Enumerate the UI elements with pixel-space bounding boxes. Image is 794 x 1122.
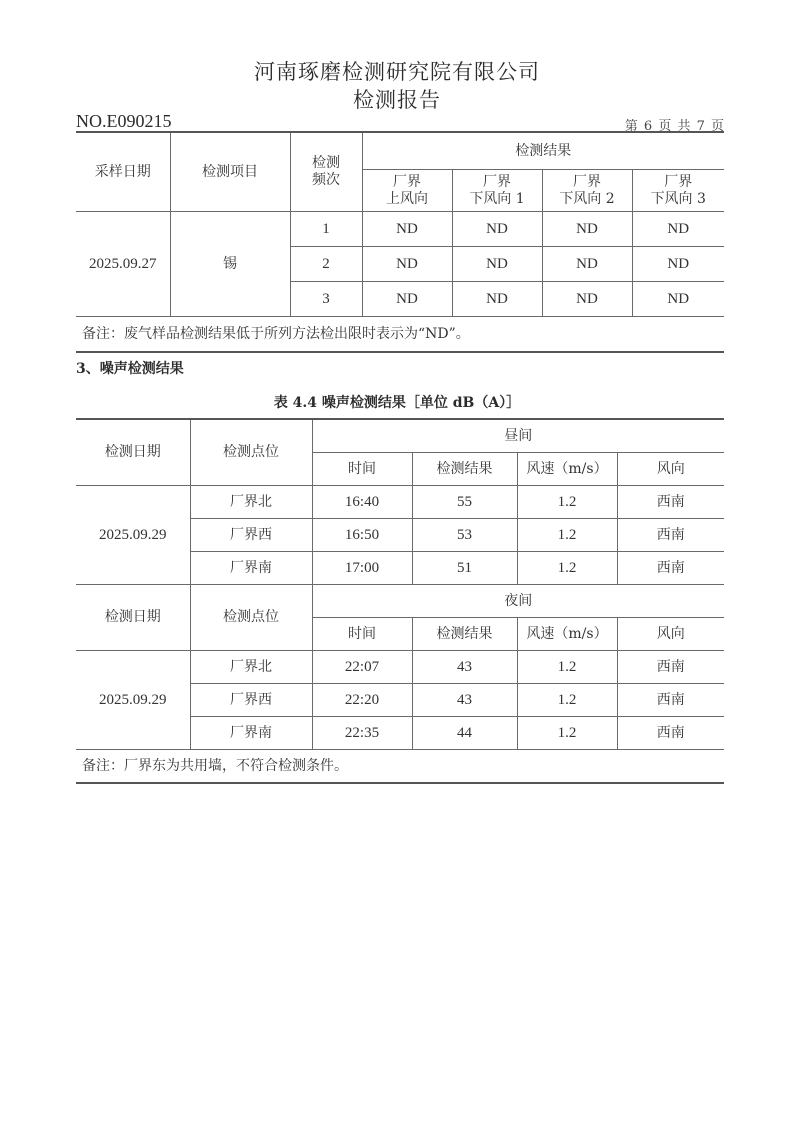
header-point-line1: 厂界 — [664, 173, 693, 190]
wind-speed-cell: 1.2 — [517, 552, 617, 585]
frequency: 1 — [290, 212, 362, 247]
header-point-line1: 厂界 — [573, 173, 601, 190]
test-point: 厂界南 — [190, 717, 312, 750]
result-cell: ND — [362, 247, 452, 282]
header-point-line2: 下风向 3 — [650, 190, 706, 207]
header-point-downwind-3 — [632, 170, 724, 212]
result-cell: ND — [542, 247, 632, 282]
noise-results-table — [76, 418, 724, 784]
wind-speed-cell: 1.2 — [517, 717, 617, 750]
table1-note: 备注：废气样品检测结果低于所列方法检出限时表示为“ND”。 — [76, 317, 724, 353]
table-caption-noise: 表 4.4 噪声检测结果［单位 dB（A）］ — [273, 395, 521, 411]
result-cell: ND — [542, 212, 632, 247]
report-title: 检测报告 — [353, 88, 441, 112]
test-date: 2025.09.29 — [76, 486, 190, 585]
time-cell: 22:07 — [312, 651, 412, 684]
test-point: 厂界西 — [190, 684, 312, 717]
header-point-line1: 厂界 — [483, 173, 511, 190]
page-info: 第 6 页 共 7 页 — [624, 119, 724, 134]
result-cell: ND — [542, 282, 632, 317]
header-test-point: 检测点位 — [190, 419, 312, 486]
header-frequency-line2: 频次 — [312, 172, 340, 188]
table-row — [76, 651, 724, 684]
wind-direction-cell: 西南 — [617, 651, 724, 684]
wind-speed-cell: 1.2 — [517, 519, 617, 552]
result-cell: 44 — [412, 717, 517, 750]
wind-direction-cell: 西南 — [617, 717, 724, 750]
test-date: 2025.09.29 — [76, 651, 190, 750]
wind-direction-cell: 西南 — [617, 486, 724, 519]
header-point-upwind — [362, 170, 452, 212]
test-point: 厂界北 — [190, 651, 312, 684]
wind-speed-cell: 1.2 — [517, 651, 617, 684]
header-result: 检测结果 — [412, 453, 517, 486]
result-cell: ND — [632, 247, 724, 282]
header-nighttime: 夜间 — [312, 585, 724, 618]
result-cell: 53 — [412, 519, 517, 552]
test-point: 厂界北 — [190, 486, 312, 519]
result-cell: ND — [362, 282, 452, 317]
table2-note: 备注：厂界东为共用墙，不符合检测条件。 — [76, 750, 724, 784]
header-sampling-date: 采样日期 — [76, 132, 170, 212]
header-time: 时间 — [312, 618, 412, 651]
test-point: 厂界南 — [190, 552, 312, 585]
header-wind-speed: 风速（m/s） — [517, 618, 617, 651]
frequency: 2 — [290, 247, 362, 282]
header-point-line2: 下风向 2 — [559, 190, 615, 207]
result-cell: 43 — [412, 651, 517, 684]
result-cell: 51 — [412, 552, 517, 585]
result-cell: ND — [632, 212, 724, 247]
result-cell: ND — [452, 282, 542, 317]
sampling-date: 2025.09.27 — [76, 212, 170, 317]
header-point-downwind-1 — [452, 170, 542, 212]
section-heading-noise: 3、噪声检测结果 — [76, 361, 184, 377]
result-cell: 43 — [412, 684, 517, 717]
result-cell: ND — [632, 282, 724, 317]
table-row — [76, 212, 724, 247]
header-frequency-line1: 检测 — [312, 155, 340, 171]
wind-direction-cell: 西南 — [617, 519, 724, 552]
time-cell: 17:00 — [312, 552, 412, 585]
header-time: 时间 — [312, 453, 412, 486]
result-cell: ND — [452, 247, 542, 282]
header-test-item: 检测项目 — [170, 132, 290, 212]
time-cell: 16:40 — [312, 486, 412, 519]
time-cell: 16:50 — [312, 519, 412, 552]
company-name: 河南琢磨检测研究院有限公司 — [254, 60, 540, 84]
test-point: 厂界西 — [190, 519, 312, 552]
tin-results-table — [76, 131, 724, 353]
table-row — [76, 486, 724, 519]
header-point-line2: 下风向 1 — [469, 190, 525, 207]
header-wind-direction: 风向 — [617, 453, 724, 486]
report-number: NO.E090215 — [76, 111, 172, 131]
header-point-line2: 上风向 — [386, 190, 428, 207]
frequency: 3 — [290, 282, 362, 317]
header-test-date: 检测日期 — [76, 585, 190, 651]
wind-speed-cell: 1.2 — [517, 486, 617, 519]
header-frequency — [290, 132, 362, 212]
header-point-line1: 厂界 — [393, 173, 421, 190]
header-test-point: 检测点位 — [190, 585, 312, 651]
result-cell: 55 — [412, 486, 517, 519]
wind-direction-cell: 西南 — [617, 684, 724, 717]
header-wind-direction: 风向 — [617, 618, 724, 651]
header-result: 检测结果 — [412, 618, 517, 651]
wind-speed-cell: 1.2 — [517, 684, 617, 717]
time-cell: 22:20 — [312, 684, 412, 717]
header-result-group: 检测结果 — [362, 132, 724, 170]
wind-direction-cell: 西南 — [617, 552, 724, 585]
header-point-downwind-2 — [542, 170, 632, 212]
result-cell: ND — [362, 212, 452, 247]
header-daytime: 昼间 — [312, 419, 724, 453]
result-cell: ND — [452, 212, 542, 247]
header-test-date: 检测日期 — [76, 419, 190, 486]
time-cell: 22:35 — [312, 717, 412, 750]
header-wind-speed: 风速（m/s） — [517, 453, 617, 486]
test-item: 锡 — [170, 212, 290, 317]
